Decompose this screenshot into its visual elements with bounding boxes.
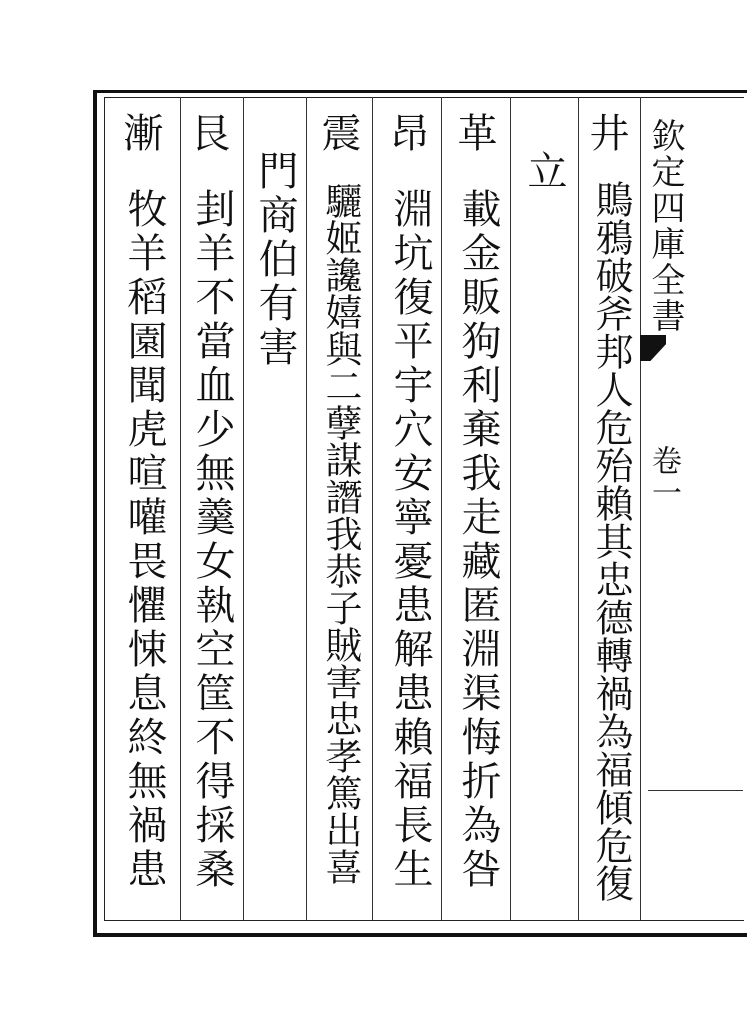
margin-rule [648,790,743,791]
column-rule [180,97,181,920]
entry-text: 驪姬讒嬉與二孽謀譖我恭子賊害忠孝篤出喜 [319,182,362,885]
entry-text: 刲羊不當血少無羹女執空筐不得採桑 [189,188,235,892]
column-rule [510,97,511,920]
entry-text: 牧羊稻園聞虎喧嚾畏懼悚息終無禍患 [121,188,167,892]
entry-text: 載金販狗利棄我走藏匿淵渠悔折為咎 [455,188,501,892]
column-rule [306,97,307,920]
entry-text: 淵坑復平宇穴安寧憂患解患賴福長生 [387,188,433,892]
entry-head: 昂 [383,112,429,155]
entry-text: 門商伯有害 [252,150,298,370]
entry-head: 革 [451,112,497,155]
column-rule [372,97,373,920]
entry-text: 鵙鴉破斧邦人危殆賴其忠德轉禍為福傾危復 [589,180,633,902]
margin-volume: 卷一 [646,445,681,509]
column-rule [243,97,244,920]
entry-head: 漸 [117,112,163,155]
entry-text: 立 [521,150,567,193]
entry-head: 艮 [184,112,230,155]
entry-head: 井 [583,112,629,155]
margin-title: 欽定四庫全書 [645,118,685,334]
column-rule [640,97,641,920]
entry-head: 震 [315,112,361,155]
column-rule [441,97,442,920]
column-rule [578,97,579,920]
